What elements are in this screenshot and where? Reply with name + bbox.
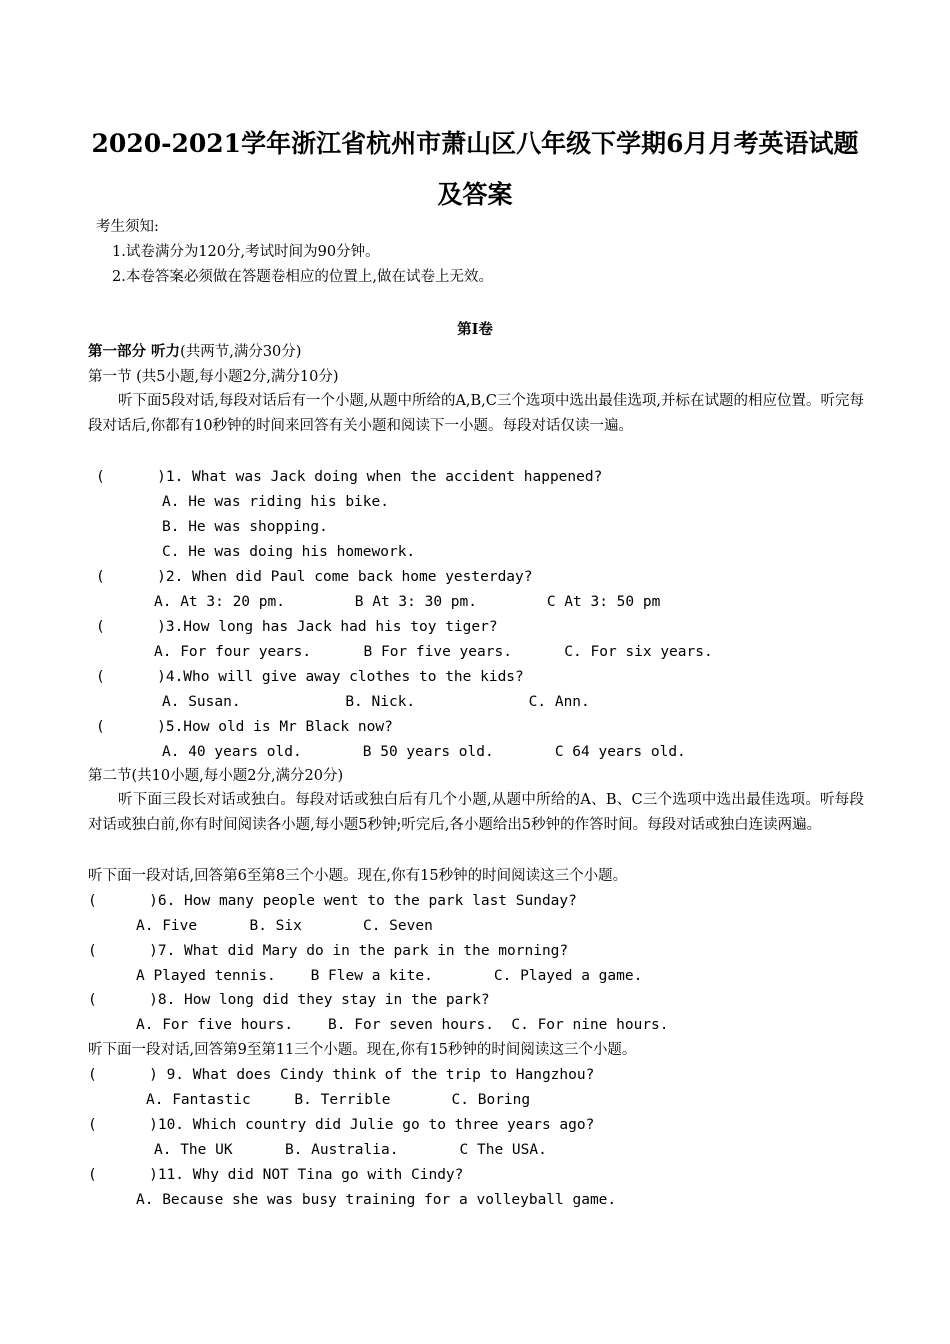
- section2-heading: 第二节(共10小题,每小题2分,满分20分): [88, 768, 344, 784]
- question-10: ( )10. Which country did Julie go to three years ago?: [88, 1117, 595, 1133]
- question-10-options: A. The UK B. Australia. C The USA.: [154, 1142, 547, 1158]
- question-1-option-c: C. He was doing his homework.: [162, 544, 416, 560]
- question-11: ( )11. Why did NOT Tina go with Cindy?: [88, 1167, 464, 1183]
- question-9: ( ) 9. What does Cindy think of the trip to Hangzhou?: [88, 1067, 595, 1083]
- question-1-option-b: B. He was shopping.: [162, 519, 328, 535]
- section2-intro-1: 听下面一段对话,回答第6至第8三个小题。现在,你有15秒钟的时间阅读这三个小题。: [88, 868, 628, 884]
- question-6-options: A. Five B. Six C. Seven: [136, 918, 433, 934]
- question-8: ( )8. How long did they stay in the park?: [88, 992, 490, 1008]
- question-1: ( )1. What was Jack doing when the accident happened?: [96, 469, 603, 485]
- notice-heading: 考生须知:: [96, 219, 159, 235]
- exam-title-line1: 2020-2021学年浙江省杭州市萧山区八年级下学期6月月考英语试题: [91, 129, 859, 158]
- question-5: ( )5.How old is Mr Black now?: [96, 719, 393, 735]
- part1-heading-bold: 第一部分 听力: [88, 343, 181, 360]
- question-7: ( )7. What did Mary do in the park in the morning?: [88, 943, 569, 959]
- section1-instructions: 听下面5段对话,每段对话后有一个小题,从题中所给的A,B,C三个选项中选出最佳选项,并标在试题的相应位置。听完每段对话后,你都有10秒钟的时间来回答有关小题和阅读下一小题。每段对话仅读一遍。: [88, 393, 864, 434]
- question-1-option-a: A. He was riding his bike.: [162, 494, 389, 510]
- question-9-options: A. Fantastic B. Terrible C. Boring: [146, 1092, 531, 1108]
- volume-heading: 第Ⅰ卷: [457, 321, 493, 338]
- exam-title-line2: 及答案: [437, 180, 513, 209]
- question-7-options: A Played tennis. B Flew a kite. C. Played a game.: [136, 968, 643, 984]
- section2-intro-2: 听下面一段对话,回答第9至第11三个小题。现在,你有15秒钟的时间阅读这三个小题。: [88, 1042, 637, 1058]
- section1-heading: 第一节 (共5小题,每小题2分,满分10分): [88, 369, 339, 385]
- question-3-options: A. For four years. B For five years. C. For six years.: [154, 644, 713, 660]
- question-4: ( )4.Who will give away clothes to the kids?: [96, 669, 524, 685]
- question-2-options: A. At 3: 20 pm. B At 3: 30 pm. C At 3: 50 pm: [154, 594, 661, 610]
- part1-heading-rest: (共两节,满分30分): [180, 344, 302, 360]
- question-6: ( )6. How many people went to the park last Sunday?: [88, 893, 577, 909]
- notice-item-2: 2.本卷答案必须做在答题卷相应的位置上,做在试卷上无效。: [112, 269, 493, 285]
- part1-heading: [88, 342, 301, 362]
- notice-item-1: 1.试卷满分为120分,考试时间为90分钟。: [112, 244, 380, 260]
- question-2: ( )2. When did Paul come back home yesterday?: [96, 569, 533, 585]
- question-8-options: A. For five hours. B. For seven hours. C. For nine hours.: [136, 1017, 669, 1033]
- question-3: ( )3.How long has Jack had his toy tiger?: [96, 619, 498, 635]
- question-4-options: A. Susan. B. Nick. C. Ann.: [162, 694, 590, 710]
- question-5-options: A. 40 years old. B 50 years old. C 64 years old.: [162, 744, 686, 760]
- question-11-option-a: A. Because she was busy training for a volleyball game.: [136, 1192, 617, 1208]
- section2-instructions: 听下面三段长对话或独白。每段对话或独白后有几个小题,从题中所给的A、B、C三个选项中选出最佳选项。听每段对话或独白前,你有时间阅读各小题,每小题5秒钟;听完后,各小题给出5秒钟的作答时间。每段对话或独白连读两遍。: [88, 792, 864, 833]
